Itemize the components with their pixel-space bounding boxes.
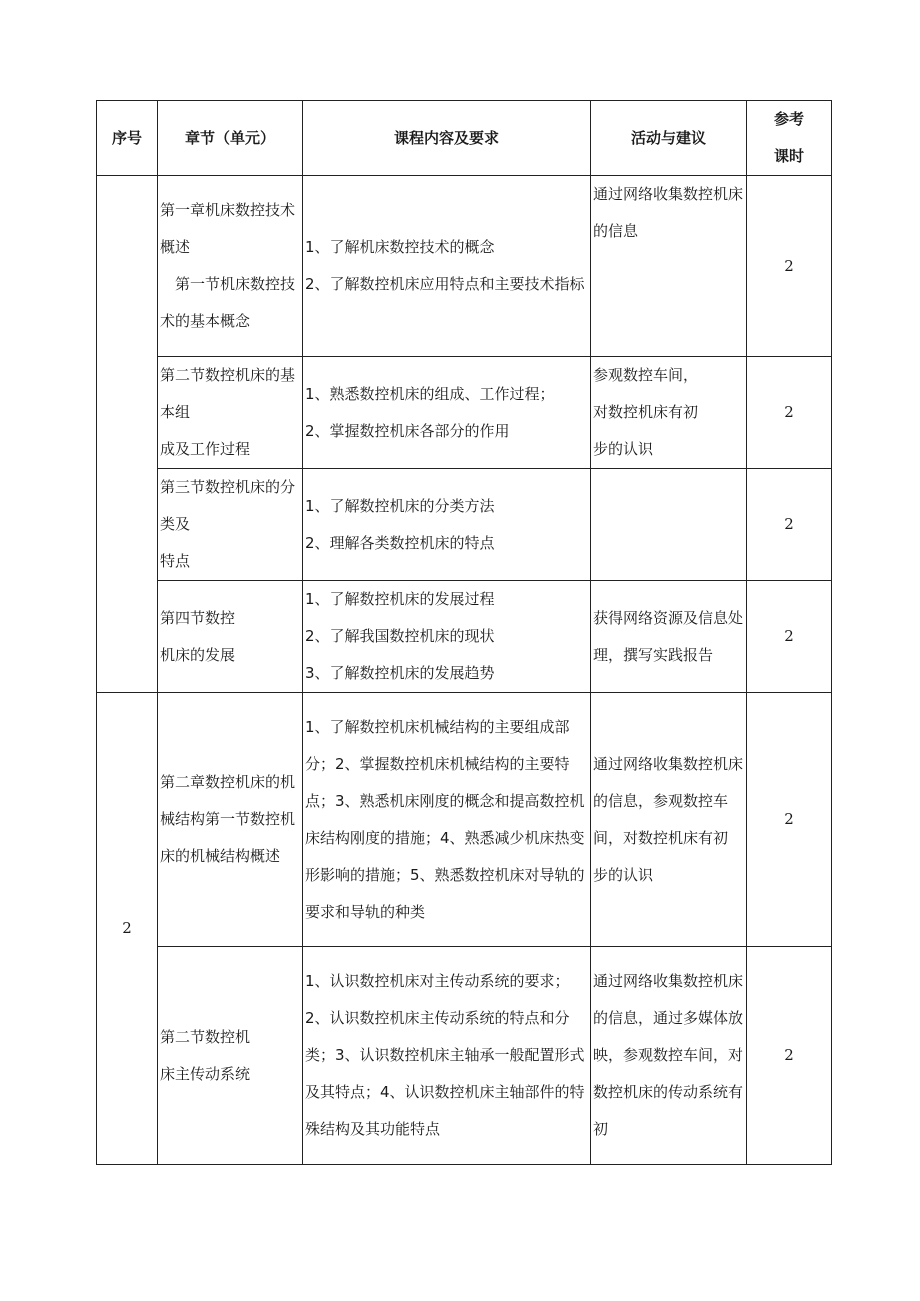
- seq-cell: 2: [97, 693, 158, 1165]
- chapter-cell: 第二节数控机 床主传动系统: [158, 947, 303, 1165]
- table-row: [97, 357, 832, 469]
- table-row: [97, 693, 832, 947]
- activity-cell: [591, 469, 747, 581]
- header-seq: 序号: [97, 101, 158, 176]
- chapter-cell: 第二节数控机床的基本组 成及工作过程: [158, 357, 303, 469]
- content-cell: 1、了解数控机床机械结构的主要组成部分；2、掌握数控机床机械结构的主要特点；3、熟悉机床刚度的概念和提高数控机床结构刚度的措施；4、熟悉减少机床热变形影响的措施；5、熟悉数控机床对导轨的要求和导轨的种类: [303, 693, 591, 947]
- table-row: [97, 581, 832, 693]
- header-content: 课程内容及要求: [303, 101, 591, 176]
- content-cell: 1、了解数控机床的发展过程 2、了解我国数控机床的现状 3、了解数控机床的发展趋势: [303, 581, 591, 693]
- content-cell: 1、了解机床数控技术的概念 2、了解数控机床应用特点和主要技术指标: [303, 176, 591, 357]
- hours-cell: 2: [747, 947, 832, 1165]
- content-cell: 1、熟悉数控机床的组成、工作过程； 2、掌握数控机床各部分的作用: [303, 357, 591, 469]
- header-hours: 参考 课时: [747, 101, 832, 176]
- content-cell: 1、了解数控机床的分类方法 2、理解各类数控机床的特点: [303, 469, 591, 581]
- chapter-cell: 第四节数控 机床的发展: [158, 581, 303, 693]
- activity-cell: 通过网络收集数控机床的信息，通过多媒体放映，参观数控车间，对数控机床的传动系统有初: [591, 947, 747, 1165]
- hours-cell: 2: [747, 581, 832, 693]
- chapter-cell: 第二章数控机床的机械结构第一节数控机床的机械结构概述: [158, 693, 303, 947]
- header-activity: 活动与建议: [591, 101, 747, 176]
- activity-cell: 通过网络收集数控机床的信息，参观数控车间，对数控机床有初 步的认识: [591, 693, 747, 947]
- hours-cell: 2: [747, 357, 832, 469]
- syllabus-table: [96, 100, 832, 1165]
- chapter-cell: 第三节数控机床的分类及 特点: [158, 469, 303, 581]
- table-row: [97, 176, 832, 357]
- table-row: [97, 469, 832, 581]
- header-row: [97, 101, 832, 176]
- content-cell: 1、认识数控机床对主传动系统的要求；2、认识数控机床主传动系统的特点和分类；3、认识数控机床主轴承一般配置形式及其特点；4、认识数控机床主轴部件的特殊结构及其功能特点: [303, 947, 591, 1165]
- header-chapter: 章节（单元）: [158, 101, 303, 176]
- hours-cell: 2: [747, 693, 832, 947]
- activity-cell: 通过网络收集数控机床的信息: [591, 176, 747, 357]
- seq-cell: [97, 176, 158, 693]
- hours-cell: 2: [747, 176, 832, 357]
- hours-cell: 2: [747, 469, 832, 581]
- table-row: [97, 947, 832, 1165]
- activity-cell: 获得网络资源及信息处理，撰写实践报告: [591, 581, 747, 693]
- chapter-cell: 第一章机床数控技术概述 第一节机床数控技术的基本概念: [158, 176, 303, 357]
- activity-cell: 参观数控车间， 对数控机床有初 步的认识: [591, 357, 747, 469]
